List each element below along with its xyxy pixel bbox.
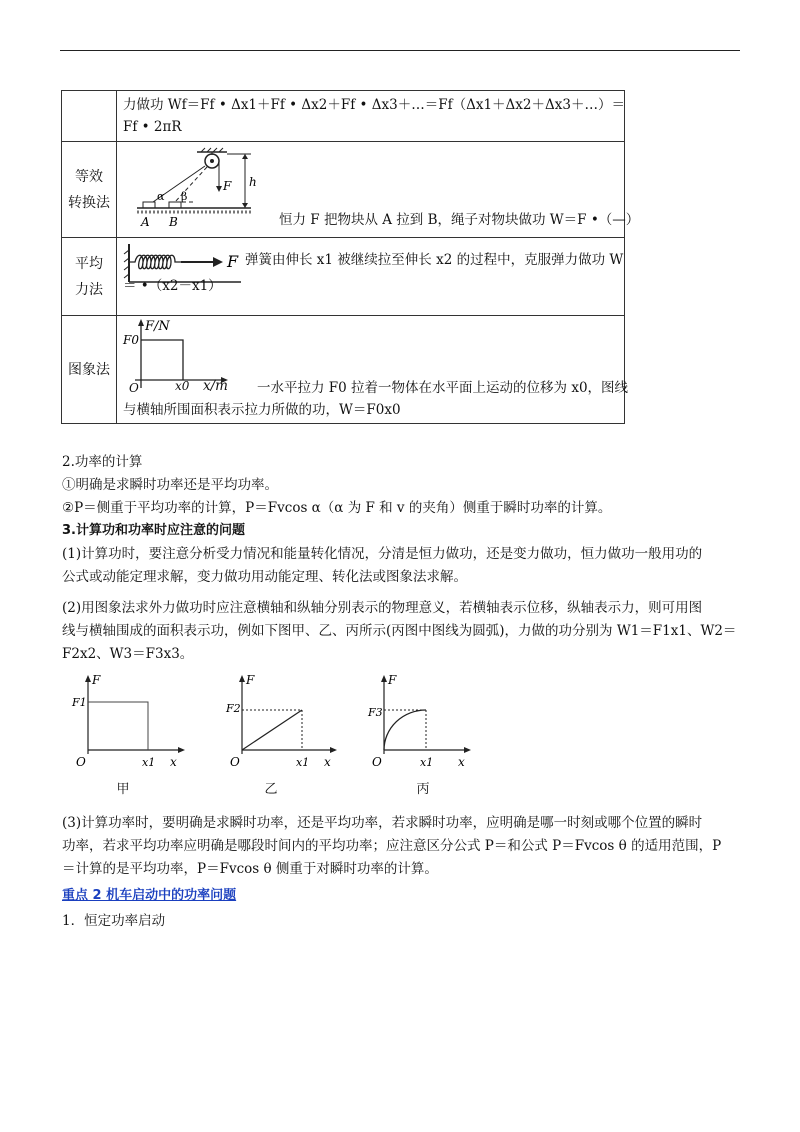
- graph2-F-label: F2: [226, 702, 241, 715]
- graph1-caption: 甲: [116, 782, 130, 797]
- point-B-label: B: [169, 215, 178, 229]
- row3-line2: ＝ •（x2－x1）: [123, 278, 222, 294]
- graph1-origin-label: O: [76, 755, 86, 769]
- graph-origin-label: O: [129, 381, 139, 395]
- item-constant-power: 1．恒定功率启动: [62, 913, 166, 929]
- row3-line1: 弹簧由伸长 x1 被继续拉至伸长 x2 的过程中，克服弹力做功 W: [245, 252, 624, 268]
- subheading-power-calc: 2.功率的计算: [62, 454, 143, 470]
- graph-x0-label: x0: [175, 379, 190, 393]
- graph2-origin-label: O: [230, 755, 240, 769]
- graph2-x1-label: x1: [296, 756, 310, 769]
- para2-line1: (2)用图象法求外力做功时应注意横轴和纵轴分别表示的物理意义，若横轴表示位移，纵轴表示力，则可用图: [62, 600, 703, 616]
- row2-text: 恒力 F 把物块从 A 拉到 B，绳子对物块做功 W＝F •（—）: [279, 212, 640, 228]
- row3-label-line2: 力法: [75, 281, 103, 298]
- graph3-x-label: x: [458, 755, 465, 769]
- graph-y-axis-label: F/N: [145, 319, 170, 334]
- beta-label: β: [181, 190, 188, 203]
- graph3-F-label: F3: [368, 706, 383, 719]
- graph1-F-label: F1: [72, 696, 87, 709]
- header-rule: [60, 50, 740, 51]
- para1-line1: (1)计算功时，要注意分析受力情况和能量转化情况，分清是恒力做功，还是变力做功，恒力做功一般用功的: [62, 546, 703, 562]
- graph-jia: [71, 673, 185, 769]
- graph3-caption: 丙: [416, 782, 430, 797]
- row3-cell: [117, 238, 625, 316]
- graph1-y-label: F: [92, 673, 101, 687]
- para3-line1: (3)计算功率时，要明确是求瞬时功率，还是平均功率，若求瞬时功率，应明确是哪一时刻或哪个位置的瞬时: [62, 815, 703, 831]
- row1-cell: [117, 91, 625, 142]
- row3-label-line1: 平均: [75, 255, 103, 272]
- graph-yi: [225, 673, 337, 769]
- graph-x-axis-label: x/m: [203, 378, 228, 394]
- graph-bing: [367, 673, 471, 769]
- alpha-label: α: [157, 190, 165, 203]
- row4-line1: 一水平拉力 F0 拉着一物体在水平面上运动的位移为 x0，图线: [257, 380, 629, 396]
- row4-cell: [117, 316, 629, 424]
- row2-label-line2: 转换法: [68, 194, 110, 211]
- graph2-caption: 乙: [264, 782, 278, 797]
- row4-label: 图象法: [62, 316, 117, 424]
- work-methods-table: [61, 90, 640, 424]
- graph3-y-label: F: [388, 673, 397, 687]
- para2-line3: F2x2、W3＝F3x3。: [62, 646, 194, 662]
- graph1-x-label: x: [170, 755, 177, 769]
- power-point-1: ①明确是求瞬时功率还是平均功率。: [62, 477, 278, 493]
- power-point-2: ②P＝侧重于平均功率的计算，P＝Fvcos α（α 为 F 和 v 的夹角）侧重于瞬时功率的计算。: [62, 500, 612, 516]
- graph2-y-label: F: [246, 673, 255, 687]
- para1-line2: 公式或动能定理求解，变力做功用动能定理、转化法或图象法求解。: [62, 569, 467, 585]
- row1-line2: Ff • 2πR: [123, 119, 182, 135]
- graph2-x-label: x: [324, 755, 331, 769]
- pulley-F-label: F: [223, 179, 232, 193]
- row1-line1: 力做功 Wf＝Ff • Δx1＋Ff • Δx2＋Ff • Δx3＋…＝Ff（Δx1＋Δx2＋Δx3＋…）＝: [123, 97, 625, 113]
- row2-label: [62, 142, 117, 238]
- area-graphs: [66, 668, 486, 776]
- key-point-2-link[interactable]: 重点 2 机车启动中的功率问题: [62, 888, 237, 903]
- graph1-x1-label: x1: [142, 756, 156, 769]
- spring-F-label: F: [227, 252, 239, 271]
- row2-cell: [117, 142, 640, 238]
- para2-line2: 线与横轴围成的面积表示功，例如下图甲、乙、丙所示(丙图中图线为圆弧)，力做的功分别为 W1＝F1x1、W2＝: [62, 623, 737, 639]
- graph3-origin-label: O: [372, 755, 382, 769]
- para3-line2: 功率，若求平均功率应明确是哪段时间内的平均功率；应注意区分公式 P＝和公式 P＝Fvcos θ 的适用范围，P: [62, 838, 722, 854]
- row2-label-line1: 等效: [75, 168, 103, 185]
- row4-line2: 与横轴所围面积表示拉力所做的功，W＝F0x0: [123, 402, 401, 418]
- row3-label: [62, 238, 117, 316]
- row1-label: [62, 91, 117, 142]
- height-label: h: [249, 175, 257, 189]
- graph3-x1-label: x1: [420, 756, 434, 769]
- pulley-diagram: [127, 146, 267, 234]
- point-A-label: A: [141, 215, 150, 229]
- graph-F0-label: F0: [123, 333, 139, 347]
- para3-line3: ＝计算的是平均功率，P＝Fvcos θ 侧重于对瞬时功率的计算。: [62, 861, 438, 877]
- heading-notes: 3.计算功和功率时应注意的问题: [62, 523, 245, 538]
